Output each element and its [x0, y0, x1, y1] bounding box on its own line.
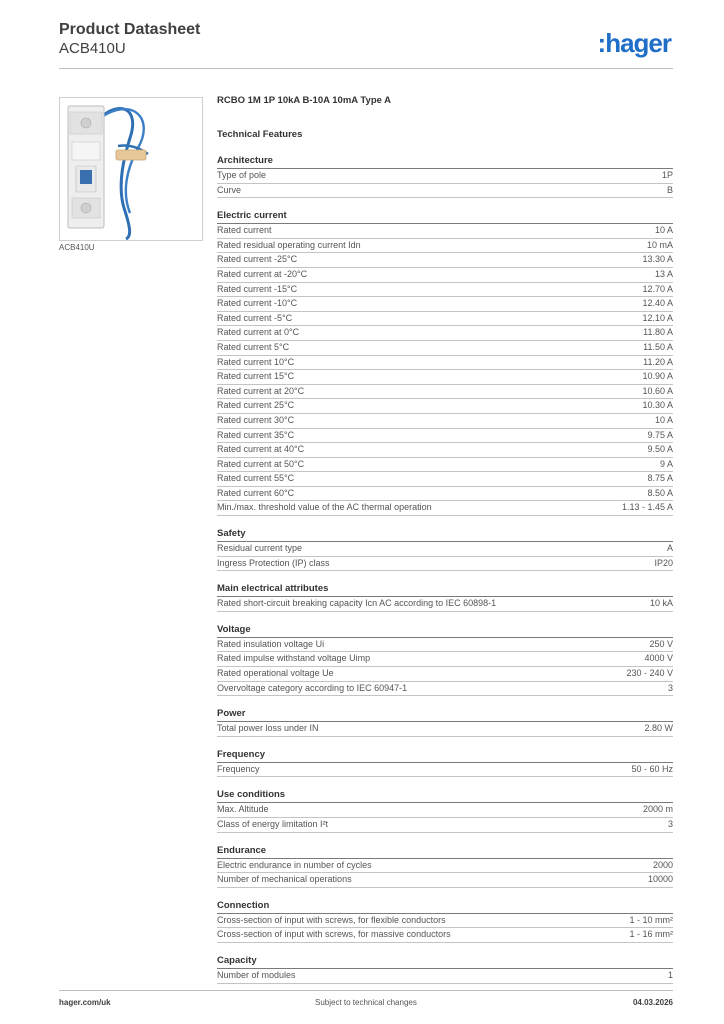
feature-sections: [217, 155, 673, 984]
footer-disclaimer: Subject to technical changes: [315, 998, 417, 1007]
spec-row: [217, 501, 673, 516]
spec-row: [217, 472, 673, 487]
spec-row: [217, 667, 673, 682]
section-gap: [217, 571, 673, 583]
spec-value: 230 - 240 V: [626, 668, 673, 679]
spec-row: [217, 370, 673, 385]
section-heading: Voltage: [217, 624, 673, 638]
section-gap: [217, 198, 673, 210]
spec-row: [217, 443, 673, 458]
product-reference: ACB410U: [59, 40, 126, 57]
spec-label: Rated insulation voltage Ui: [217, 638, 325, 649]
section-electric-current: [217, 210, 673, 516]
spec-label: Rated current -10°C: [217, 298, 298, 309]
spec-row: [217, 268, 673, 283]
spec-value: 11.80 A: [643, 327, 673, 338]
spec-value: 9 A: [659, 458, 673, 469]
spec-value: 11.50 A: [643, 341, 673, 352]
spec-value: 10.30 A: [642, 400, 673, 411]
spec-row: [217, 385, 673, 400]
spec-value: 12.70 A: [642, 283, 673, 294]
spec-label: Number of modules: [217, 969, 296, 980]
spec-value: 12.40 A: [642, 298, 673, 309]
spec-row: [217, 682, 673, 697]
spec-row: [217, 297, 673, 312]
spec-value: 10.60 A: [642, 385, 673, 396]
spec-label: Rated current 60°C: [217, 487, 295, 498]
section-heading: Safety: [217, 528, 673, 542]
spec-value: 13.30 A: [642, 254, 673, 265]
spec-row: [217, 169, 673, 184]
spec-value: 9.50 A: [647, 444, 673, 455]
spec-label: Rated current 30°C: [217, 414, 295, 425]
spec-label: Residual current type: [217, 543, 303, 554]
spec-value: B: [666, 184, 673, 195]
hager-logo: :hager: [597, 28, 671, 58]
spec-row: [217, 458, 673, 473]
header-divider: [59, 68, 673, 69]
section-gap: [217, 888, 673, 900]
spec-label: Min./max. threshold value of the AC thermal operation: [217, 502, 432, 513]
product-image: [59, 97, 203, 241]
spec-label: Cross-section of input with screws, for flexible conductors: [217, 914, 446, 925]
spec-label: Rated current at 20°C: [217, 385, 305, 396]
spec-label: Rated current -15°C: [217, 283, 298, 294]
spec-value: 3: [667, 819, 673, 829]
page-header: [59, 20, 673, 68]
section-heading: Power: [217, 708, 673, 722]
spec-row: [217, 239, 673, 254]
section-use-conditions: [217, 789, 673, 832]
spec-label: Type of pole: [217, 170, 267, 180]
spec-label: Rated current 55°C: [217, 473, 295, 484]
spec-row: [217, 914, 673, 929]
spec-value: 8.75 A: [647, 473, 673, 484]
spec-value: 2000: [652, 859, 673, 870]
spec-value: 12.10 A: [642, 312, 673, 323]
spec-row: [217, 969, 673, 984]
spec-label: Rated current at -20°C: [217, 268, 308, 279]
section-gap: [217, 777, 673, 789]
spec-row: [217, 557, 673, 572]
section-endurance: [217, 845, 673, 888]
spec-value: 9.75 A: [647, 429, 673, 440]
spec-row: [217, 873, 673, 888]
spec-value: 50 - 60 Hz: [631, 763, 673, 774]
spec-value: 10 A: [654, 225, 673, 236]
spec-label: Overvoltage category according to IEC 60947-1: [217, 682, 408, 693]
spec-label: Cross-section of input with screws, for massive conductors: [217, 929, 451, 940]
spec-label: Ingress Protection (IP) class: [217, 557, 330, 568]
section-heading: Capacity: [217, 955, 673, 969]
section-heading: Electric current: [217, 210, 673, 224]
spec-label: Rated residual operating current Idn: [217, 239, 361, 250]
spec-row: [217, 597, 673, 612]
spec-label: Electric endurance in number of cycles: [217, 859, 372, 870]
section-safety: [217, 528, 673, 571]
spec-value: 10 kA: [649, 598, 673, 609]
spec-value: 1.13 - 1.45 A: [621, 502, 673, 513]
spec-value: 10 A: [654, 414, 673, 425]
spec-row: [217, 487, 673, 502]
spec-label: Rated current at 50°C: [217, 458, 305, 469]
spec-value: A: [666, 543, 673, 554]
rcbo-device-icon: [60, 98, 202, 240]
spec-value: 10 mA: [646, 239, 673, 250]
spec-row: [217, 429, 673, 444]
spec-label: Rated current: [217, 225, 272, 236]
spec-label: Rated current 25°C: [217, 400, 295, 411]
footer-divider: [59, 990, 673, 991]
section-gap: [217, 737, 673, 749]
spec-label: Rated current 5°C: [217, 341, 290, 352]
spec-row: [217, 253, 673, 268]
section-gap: [217, 833, 673, 845]
spec-label: Rated current at 40°C: [217, 444, 305, 455]
page-title: Product Datasheet: [59, 21, 201, 38]
spec-label: Rated operational voltage Ue: [217, 668, 334, 679]
technical-features-heading: Technical Features: [217, 129, 303, 140]
spec-row: [217, 763, 673, 778]
section-main-electrical-attributes: [217, 583, 673, 612]
spec-label: Rated current at 0°C: [217, 327, 300, 338]
spec-row: [217, 722, 673, 737]
spec-value: IP20: [654, 557, 673, 568]
spec-value: 1P: [661, 170, 673, 180]
section-heading: Connection: [217, 900, 673, 914]
spec-row: [217, 312, 673, 327]
spec-value: 250 V: [649, 638, 673, 649]
footer-date: 04.03.2026: [632, 998, 673, 1007]
spec-value: 13 A: [654, 268, 673, 279]
spec-label: Frequency: [217, 763, 260, 774]
spec-value: 3: [667, 682, 673, 693]
spec-label: Rated short-circuit breaking capacity Icn AC according to IEC 60898-1: [217, 598, 497, 609]
spec-row: [217, 652, 673, 667]
spec-label: Rated impulse withstand voltage Uimp: [217, 653, 371, 664]
section-gap: [217, 696, 673, 708]
spec-value: 8.50 A: [647, 487, 673, 498]
spec-row: [217, 341, 673, 356]
section-voltage: [217, 624, 673, 696]
spec-row: [217, 414, 673, 429]
spec-value: 1 - 10 mm²: [629, 914, 673, 925]
spec-label: Total power loss under IN: [217, 723, 319, 734]
section-power: [217, 708, 673, 737]
section-connection: [217, 900, 673, 943]
spec-label: Rated current 10°C: [217, 356, 295, 367]
footer-website[interactable]: hager.com/uk: [59, 998, 111, 1007]
spec-row: [217, 184, 673, 199]
section-heading: Endurance: [217, 845, 673, 859]
section-gap: [217, 516, 673, 528]
spec-row: [217, 224, 673, 239]
spec-row: [217, 283, 673, 298]
spec-value: 10.90 A: [642, 371, 673, 382]
section-heading: Use conditions: [217, 789, 673, 803]
spec-row: [217, 638, 673, 653]
spec-row: [217, 818, 673, 833]
spec-row: [217, 928, 673, 943]
spec-row: [217, 803, 673, 818]
spec-label: Max. Altitude: [217, 804, 269, 815]
product-name: RCBO 1M 1P 10kA B-10A 10mA Type A: [217, 95, 392, 106]
spec-value: 4000 V: [644, 653, 673, 664]
section-frequency: [217, 749, 673, 778]
spec-row: [217, 399, 673, 414]
spec-value: 1 - 16 mm²: [629, 929, 673, 940]
spec-row: [217, 356, 673, 371]
section-heading: Main electrical attributes: [217, 583, 673, 597]
spec-value: 2000 m: [642, 804, 673, 815]
section-architecture: [217, 155, 673, 198]
spec-row: [217, 542, 673, 557]
spec-value: 10000: [647, 874, 673, 885]
section-gap: [217, 943, 673, 955]
image-caption: ACB410U: [59, 243, 95, 252]
spec-value: 2.80 W: [644, 723, 673, 734]
section-capacity: [217, 955, 673, 984]
spec-value: 1: [667, 969, 673, 980]
spec-row: [217, 859, 673, 874]
spec-label: Rated current 35°C: [217, 429, 295, 440]
spec-label: Curve: [217, 184, 242, 195]
section-heading: Architecture: [217, 155, 673, 169]
spec-label: Rated current -25°C: [217, 254, 298, 265]
datasheet-content: [217, 95, 673, 984]
spec-label: Class of energy limitation I²t: [217, 819, 329, 829]
spec-row: [217, 326, 673, 341]
section-heading: Frequency: [217, 749, 673, 763]
section-gap: [217, 612, 673, 624]
spec-label: Rated current -5°C: [217, 312, 293, 323]
spec-label: Rated current 15°C: [217, 371, 295, 382]
spec-value: 11.20 A: [643, 356, 673, 367]
spec-label: Number of mechanical operations: [217, 874, 352, 885]
